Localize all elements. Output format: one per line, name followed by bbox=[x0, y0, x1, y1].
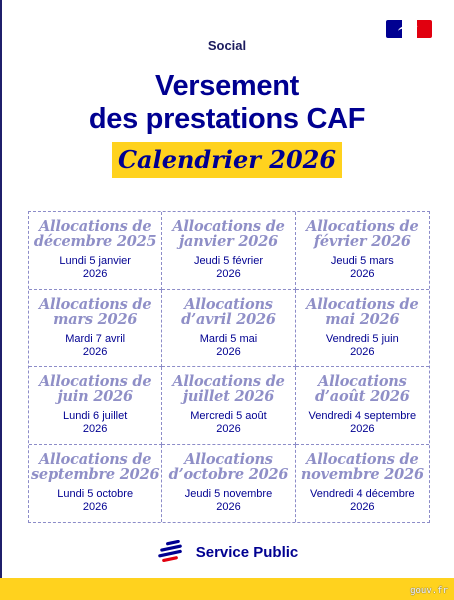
allocation-month: Allocations de septembre 2026 bbox=[30, 450, 160, 483]
calendar-cell bbox=[29, 445, 162, 523]
subtitle-wrapper bbox=[0, 142, 454, 178]
service-public-logo-icon bbox=[156, 540, 188, 564]
payment-date: Jeudi 5 mars 2026 bbox=[330, 255, 394, 280]
payment-date: Lundi 5 janvier 2026 bbox=[59, 255, 131, 280]
payment-date: Jeudi 5 novembre 2026 bbox=[184, 487, 273, 513]
payment-date: Mardi 7 avril 2026 bbox=[65, 332, 126, 358]
payment-date: Vendredi 5 juin 2026 bbox=[325, 332, 399, 358]
calendar-cell bbox=[29, 367, 162, 445]
calendar-cell bbox=[29, 212, 162, 290]
allocation-month: Allocations de janvier 2026 bbox=[172, 218, 285, 250]
title-line-1: Versement bbox=[155, 70, 299, 102]
allocation-month: Allocations d’avril 2026 bbox=[181, 295, 276, 328]
calendar-cell bbox=[296, 367, 429, 445]
payment-date: Mercredi 5 août 2026 bbox=[190, 410, 267, 435]
bottom-accent-bar bbox=[0, 578, 454, 600]
watermark: gouv.fr bbox=[410, 586, 448, 596]
allocation-month: Allocations de mai 2026 bbox=[306, 295, 419, 328]
allocation-month: Allocations de novembre 2026 bbox=[300, 450, 424, 483]
calendar-cell bbox=[296, 290, 429, 368]
page-title bbox=[0, 70, 454, 136]
calendar-cell bbox=[162, 445, 295, 523]
allocation-month: Allocations d’août 2026 bbox=[314, 373, 410, 405]
payment-calendar-grid bbox=[28, 211, 430, 523]
calendar-subtitle: Calendrier 2026 bbox=[112, 142, 342, 178]
calendar-cell bbox=[296, 212, 429, 290]
allocation-month: Allocations de juin 2026 bbox=[38, 373, 152, 405]
service-public-brand bbox=[0, 540, 454, 564]
payment-date: Vendredi 4 décembre 2026 bbox=[310, 487, 415, 513]
allocation-month: Allocations de décembre 2025 bbox=[33, 218, 157, 250]
payment-date: Mardi 5 mai 2026 bbox=[199, 332, 258, 358]
calendar-cell bbox=[296, 445, 429, 523]
brand-name: Service Public bbox=[195, 543, 299, 561]
payment-date: Jeudi 5 février 2026 bbox=[193, 255, 264, 280]
calendar-cell bbox=[162, 212, 295, 290]
calendar-cell bbox=[162, 367, 295, 445]
allocation-month: Allocations d’octobre 2026 bbox=[168, 450, 289, 483]
calendar-cell bbox=[162, 290, 295, 368]
calendar-cell bbox=[29, 290, 162, 368]
allocation-month: Allocations de juillet 2026 bbox=[172, 373, 285, 405]
payment-date: Lundi 6 juillet 2026 bbox=[63, 410, 128, 435]
payment-date: Lundi 5 octobre 2026 bbox=[57, 487, 134, 513]
payment-date: Vendredi 4 septembre 2026 bbox=[308, 410, 417, 435]
category-label: Social bbox=[207, 38, 247, 53]
title-line-2: des prestations CAF bbox=[88, 103, 366, 135]
allocation-month: Allocations de mars 2026 bbox=[38, 295, 152, 328]
french-flag-icon bbox=[386, 20, 432, 38]
allocation-month: Allocations de février 2026 bbox=[306, 218, 419, 250]
